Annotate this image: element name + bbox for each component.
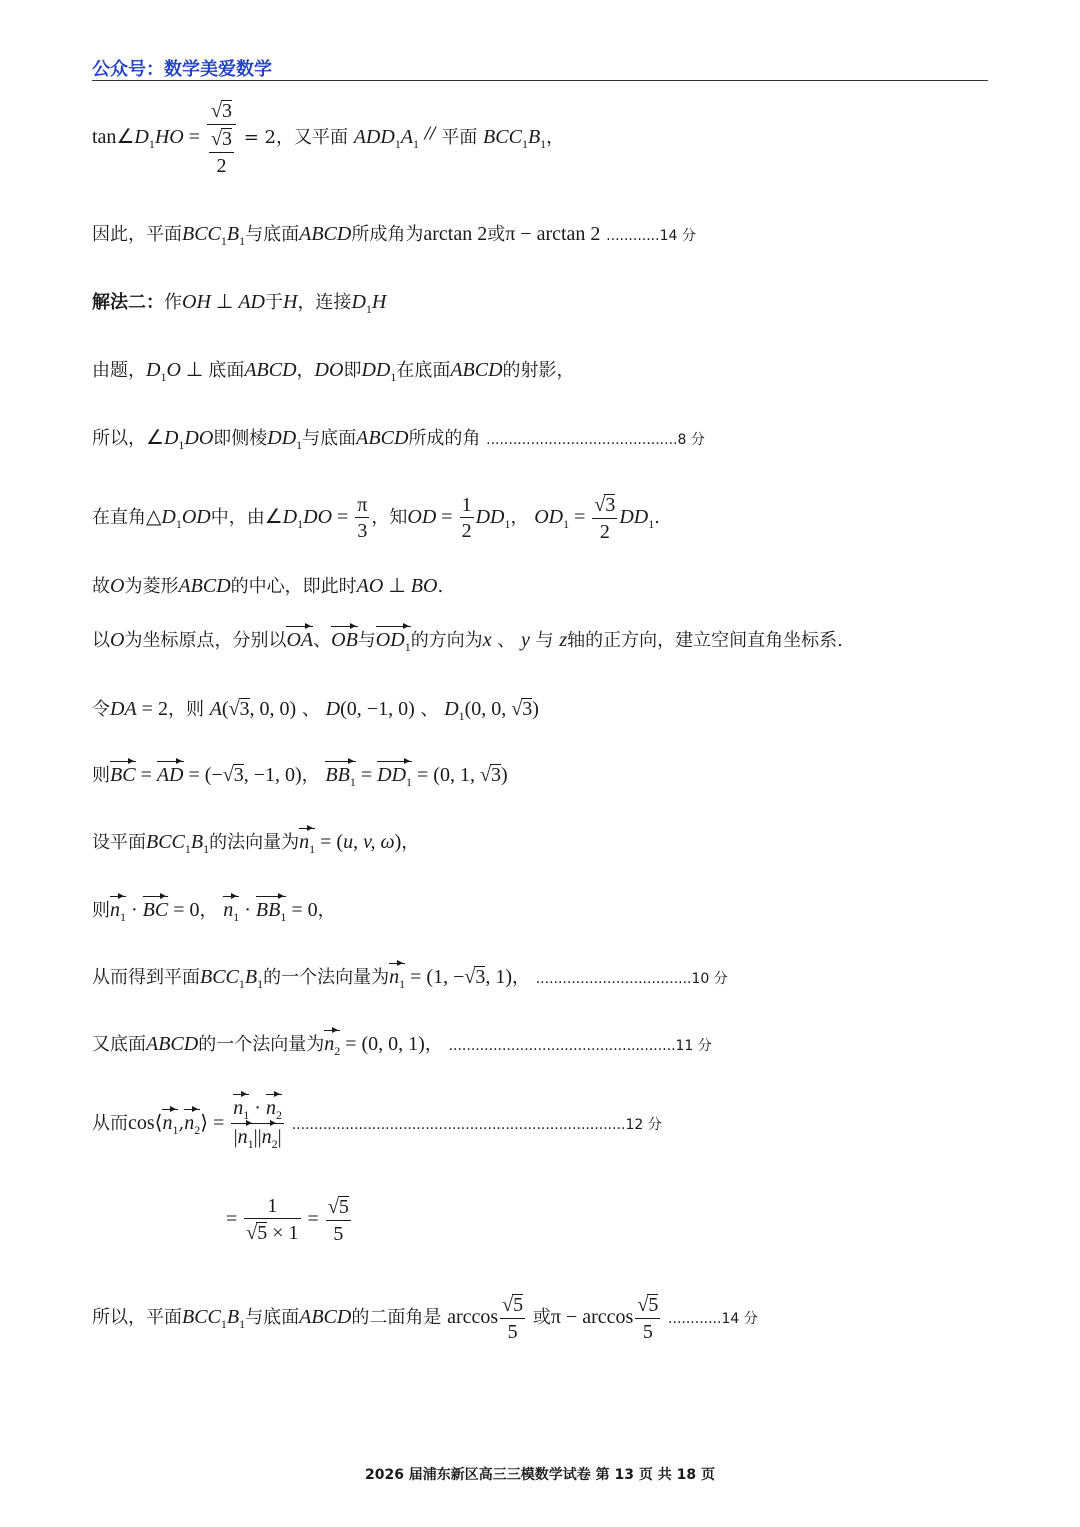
line-vectors: 则BC = AD = (−√3, −1, 0)， $BB_1 = DD_1 = (0$, 1, √3) (92, 764, 508, 789)
score-11: ...................................................11 分 (448, 1038, 712, 1054)
line-angle: 所以，$\angle D_1DO$即侧棱$DD_1$与底面ABCD所成的角 ...........................................8 分 (92, 427, 705, 452)
score-12: ...........................................................................12 分 (291, 1117, 662, 1133)
line-cosine: 从而$\cos⟨n_1,n_2⟩$ = $\frac{n_1 \cdot n_2}{|n_1||n_2|}$ ...........................................................................12 分 (92, 1097, 662, 1151)
line-base-normal: 又底面ABCD的一个法向量为$n_2 = (0$, 0, 1)， ...................................................11 分 (92, 1033, 712, 1058)
fraction-sqrt3-over-sqrt3-half: $\frac{√3}{\frac{√3}{2}}$ (207, 100, 236, 176)
line-right-triangle: 在直角$\triangle D_1OD$中，由$\angle D_1DO$ = $\frac{\pi}{3}$ ，知OD = $\frac{1}{2}$ $DD_1$， $OD_1$ = $\frac{√3}{2}$ $DD_1$. (92, 494, 660, 543)
header-divider (92, 80, 988, 81)
line-method-2: 解法二：作OH ⊥ AD于H，连接$D_1H$ (92, 291, 387, 316)
line-given: 由题，$D_1O$ ⊥ 底面ABCD，DO即$DD_1$在底面ABCD的射影， (92, 359, 575, 384)
page-footer: 2026 届浦东新区高三三模数学试卷 第 13 页 共 18 页 (364, 1467, 716, 1483)
line-dot-products: 则$n_1$ · BC = 0， $n_1 \cdot BB_1 = 0$， (92, 899, 336, 924)
page-header-title: 公众号：数学美爱数学 (92, 59, 272, 80)
line-coordinate-system: 以O为坐标原点，分别以OA、OB与$OD_1$的方向为x 、 y 与 z轴的正方向，建立空间直角坐标系. (92, 629, 843, 654)
score-10: ...................................10 分 (535, 971, 728, 987)
line-conclusion-1: 因此，平面$BCC_1B_1$与底面ABCD所成角为arctan 2或π − arctan 2 ............14 分 (92, 223, 696, 248)
line-coordinates: 令DA = 2，则 A(√3, 0, 0) 、 D(0, −1, 0) 、 $D_1(0$, 0, √3) (92, 698, 539, 723)
score-14-final: ............14 分 (668, 1311, 758, 1327)
score-8: ...........................................8 分 (486, 432, 705, 448)
line-center: 故O为菱形ABCD的中心，即此时AO ⊥ BO. (92, 575, 444, 597)
line-normal-vector: 设平面$BCC_1B_1$的法向量为$n_1 = (u$, v, ω)， (92, 831, 420, 856)
score-14: ............14 分 (606, 228, 696, 244)
line-cosine-value: = $\frac{1}{√5 \times 1}$ = $\frac{√5}{5}$ (226, 1195, 349, 1245)
line-tan-formula: $\tan\angle D_1HO$ = $\frac{√3}{\frac{√3}{2}}$ = 2，又平面 $ADD_1A_1$ // 平面 $BCC_1B_1$， (92, 100, 565, 177)
line-normal-result: 从而得到平面$BCC_1B_1$的一个法向量为$n_1 = (1$, −√3, 1)， ...................................10 分 (92, 966, 728, 991)
line-conclusion-2: 所以，平面$BCC_1B_1$与底面ABCD的二面角是 arccos $\frac{√5}{5}$ 或π − arccos $\frac{√5}{5}$ ............14 分 (92, 1294, 758, 1343)
